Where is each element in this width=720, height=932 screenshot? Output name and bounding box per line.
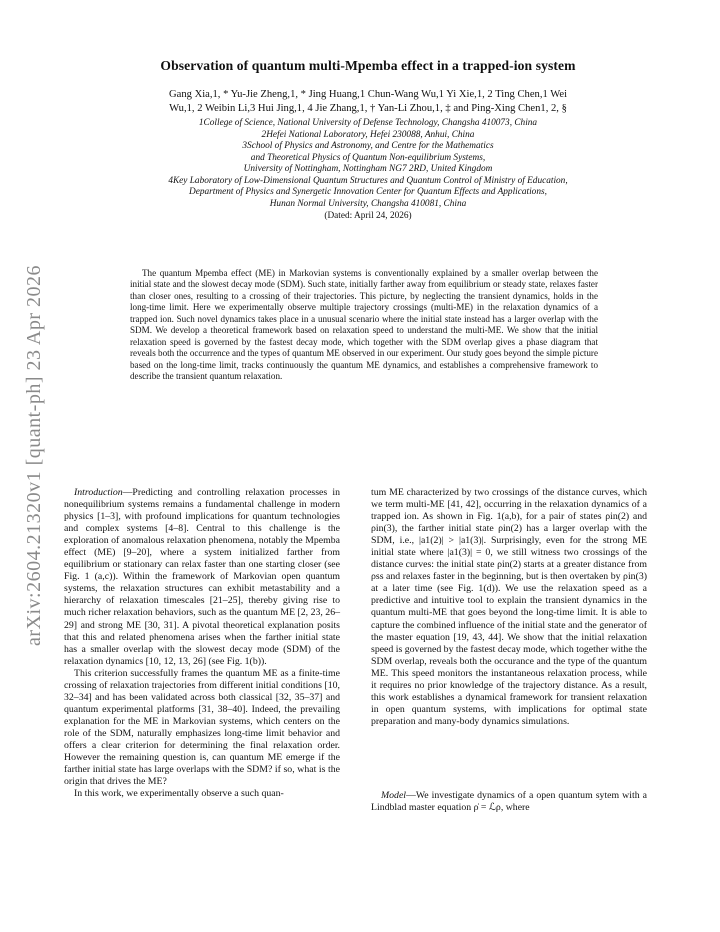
dated-line: (Dated: April 24, 2026) bbox=[324, 211, 412, 221]
affiliation-line: Department of Physics and Synergetic Innovation Center for Quantum Effects and Applications, bbox=[189, 187, 547, 197]
paragraph: This criterion successfully frames the quantum ME as a finite-time crossing of relaxation trajectories from different initial conditions [10, 32–34] and has been validated across both classical [32, 35–37] and quantum experimental platforms [31, 38–40]. Indeed, the prevailing explanation for the ME in Markovian systems, which centers on the role of the SDM, naturally emphasizes long-time limit behavior and offers a clear criterion for determining the final relaxation order. However the remaining question is, can quantum ME emerge if the farther initial state has large overlaps with the SDM? if so, what is the origin that drives the ME? bbox=[64, 667, 340, 788]
author-line-2: Wu,1, 2 Weibin Li,3 Hui Jing,1, 4 Jie Zhang,1, † Yan-Li Zhou,1, ‡ and Ping-Xing Chen1, 2, § bbox=[169, 103, 567, 114]
arxiv-identifier: arXiv:2604.21320v1 [quant-ph] 23 Apr 2026 bbox=[22, 264, 45, 646]
paragraph-text: —We investigate dynamics of a open quantum sytem with a Lindblad master equation ρ̇ = ℒρ, where bbox=[371, 789, 647, 813]
affiliation-line: 4Key Laboratory of Low-Dimensional Quantum Structures and Quantum Control of Ministry of Education, bbox=[168, 175, 568, 186]
affiliation-line: 1College of Science, National University of Defense Technology, Changsha 410073, China bbox=[198, 118, 538, 128]
section-runin-heading: Model bbox=[381, 789, 407, 801]
affiliation-line: University of Nottingham, Nottingham NG7 2RD, United Kingdom bbox=[243, 164, 493, 174]
arxiv-side-stamp bbox=[14, 235, 54, 675]
abstract: The quantum Mpemba effect (ME) in Markovian systems is conventionally explained by a smaller overlap between the initial state and the slowest decay mode (SDM). Such state, initially farther away from equilibrium or steady state, relaxes faster than closer ones, resulting to a crossing of their trajectories. This picture, by neglecting the transient dynamics, holds in the long-time limit. Here we experimentally observe multiple trajectory crossings (multi-ME) in the relaxation dynamics of a trapped ion. Such novel dynamics takes place in a unusual scenario where the initial state instead has a larger overlap with the SDM. We develop a theoretical framework based on relaxation speed to understand the multi-ME. We show that the initial relaxation speed is governed by the fastest decay mode, which together with the SDM overlap gives a phase diagram that reveals both the occurrence and the types of quantum ME observed in our experiment. Our study goes beyond the simple picture based on the long-time limit, tracks continuously the quantum ME dynamics, and establishes a comprehensive framework to describe the transient quantum relaxation. bbox=[130, 268, 598, 382]
paragraph-text: —Predicting and controlling relaxation processes in nonequilibrium systems remains a fundamental challenge in modern physics [1–3], with profound implications for quantum technologies and complex systems [4–8]. Central to this challenge is the exploration of anomalous relaxation phenomena, notably the Mpemba effect (ME) [9–20], where a system initialized farther from equilibrium or stationary can relax faster than one starting closer (see Fig. 1 (a,c)). Within the framework of Markovian open quantum systems, the relaxation structures can exhibit metastability and a hierarchy of relaxation timescales [21–25], thereby giving rise to much richer relaxation behaviors, such as the quantum ME [2, 23, 26–29] and strong ME [30, 31]. A pivotal theoretical explanation posits that this and related phenomena arises when the farther initial state has a smaller overlap with the slowest decay mode (SDM) of the relaxation dynamics [10, 12, 13, 26] (see Fig. 1(b)). bbox=[64, 487, 340, 667]
author-line-1: Gang Xia,1, * Yu-Jie Zheng,1, * Jing Huang,1 Chun-Wang Wu,1 Yi Xie,1, 2 Ting Chen,1 Wei bbox=[168, 89, 568, 100]
affiliation-line: Hunan Normal University, Changsha 410081, China bbox=[269, 198, 467, 209]
body-column-right bbox=[371, 487, 647, 814]
paragraph: tum ME characterized by two crossings of the distance curves, which we term multi-ME [41, 42], occurring in the relaxation dynamics of a trapped ion. As shown in Fig. 1(a,b), for a pair of states ρin(2) and ρin(3), the farther initial state ρin(2) has a larger overlap with the SDM, i.e., |a1(2)| > |a1(3)|. Surprisingly, even for the strong ME initial state where |a1(3)| = 0, we still witness two crossings of the distance curves: the initial state ρin(2) starts at a greater distance from ρss and relaxes faster in the beginning, but is then overtaken by ρin(3) at a later time (see Fig. 1(d)). We use the relaxation speed as a predictive and intuitive tool to explain the transient dynamics in the quantum multi-ME that goes beyond the long-time limit. It is able to capture the combined influence of the initial state and the generator of the master equation [19, 43, 44]. We show that the initial relaxation speed is governed by the fastest decay mode, which together withe the SDM overlap, reveals both the occurance and the type of the quantum ME. This speed monitors the instantaneous relaxation process, while it requires no prior knowledge of the trajectory distance. As a result, this work establishes a dynamical framework for transient relaxation in open quantum systems, with implications for optimal state preparation and many-body dynamics simulations. bbox=[371, 487, 647, 727]
affiliation-line: and Theoretical Physics of Quantum Non-equilibrium Systems, bbox=[250, 152, 486, 163]
affiliation-line: 2Hefei National Laboratory, Hefei 230088, Anhui, China bbox=[261, 129, 475, 140]
paragraph bbox=[371, 790, 647, 814]
body-column-left bbox=[64, 487, 340, 800]
paragraph: In this work, we experimentally observe a such quan- bbox=[74, 788, 284, 800]
paper-title: Observation of quantum multi-Mpemba effect in a trapped-ion system bbox=[160, 58, 576, 73]
paper-header bbox=[88, 58, 648, 221]
paragraph bbox=[64, 487, 340, 668]
affiliations bbox=[88, 118, 648, 210]
author-list bbox=[88, 88, 648, 116]
affiliation-line: 3School of Physics and Astronomy, and Centre for the Mathematics bbox=[242, 141, 494, 151]
section-runin-heading: Introduction bbox=[74, 487, 123, 498]
